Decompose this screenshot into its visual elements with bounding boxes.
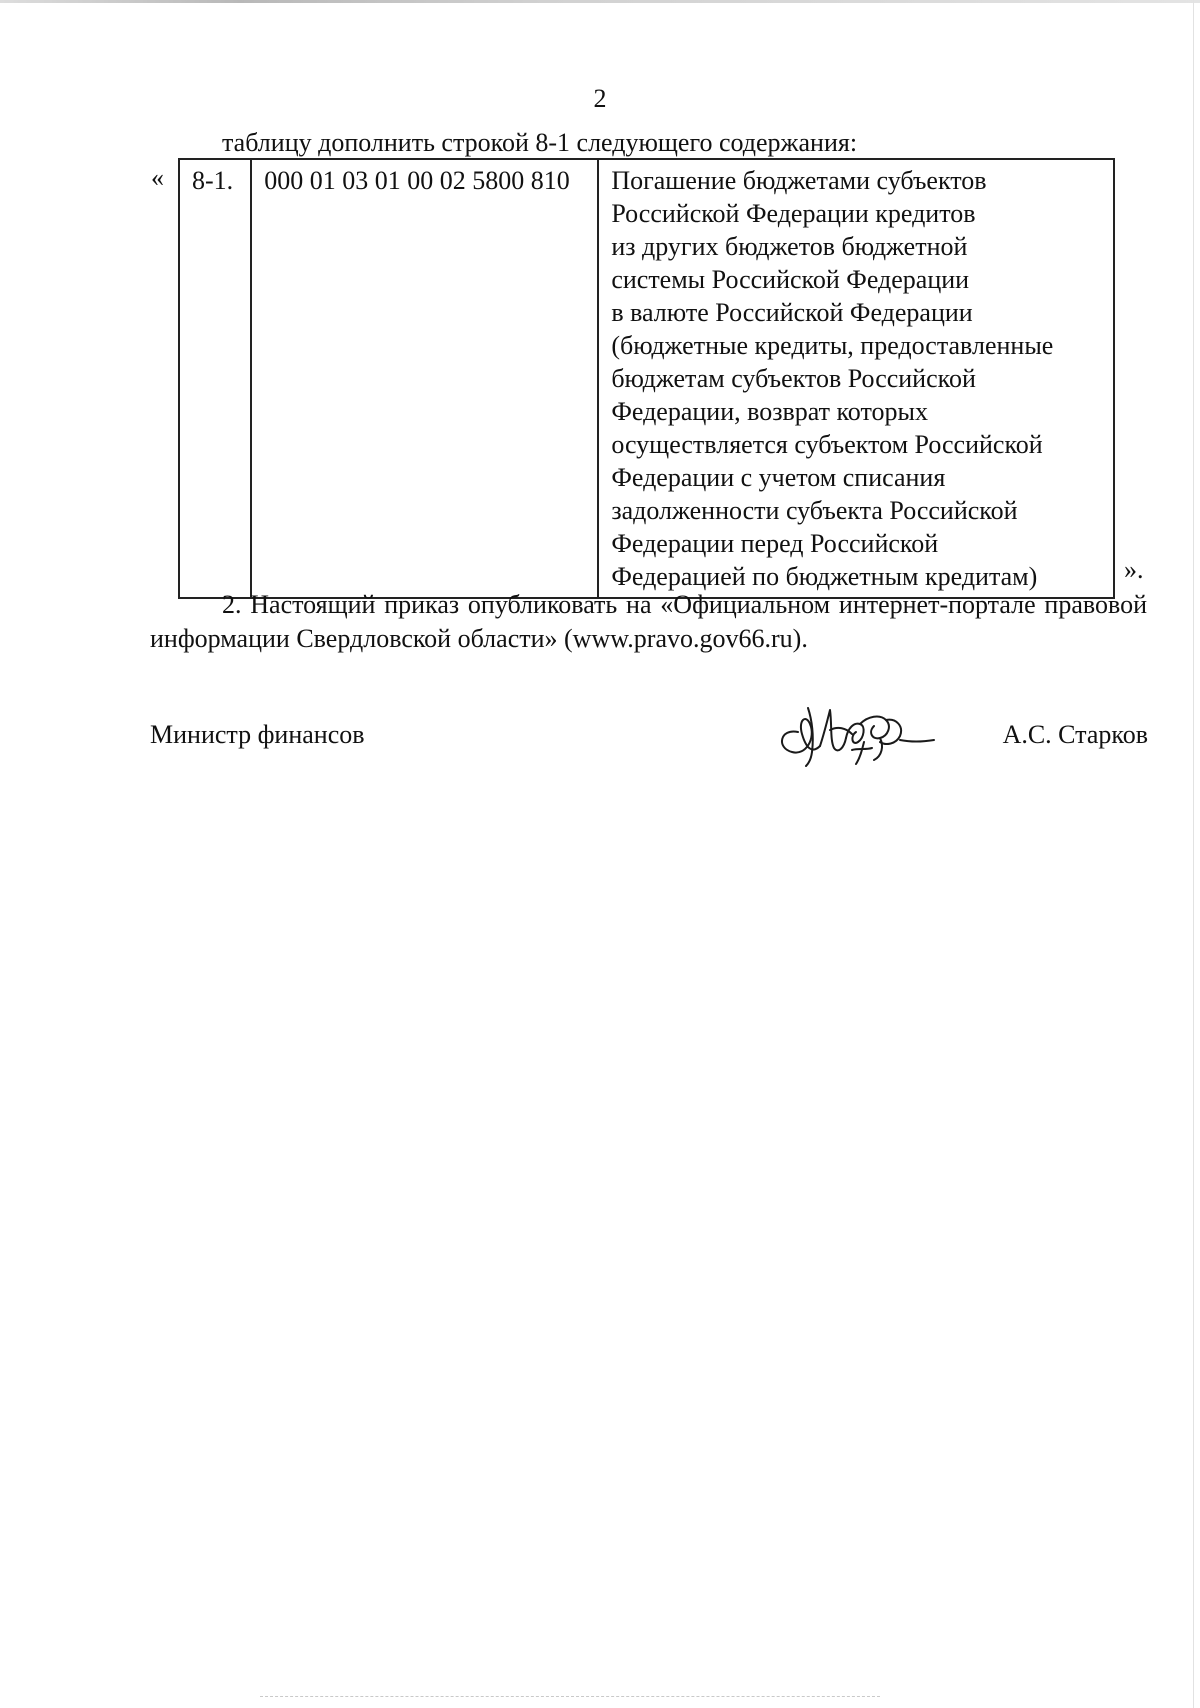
intro-line: таблицу дополнить строкой 8-1 следующего содержания: [222, 128, 858, 157]
close-quote: ». [1124, 555, 1144, 584]
description-line: в валюте Российской Федерации [611, 298, 973, 327]
description-line: бюджетам субъектов Российской [611, 364, 976, 393]
signer-role: Министр финансов [150, 720, 365, 749]
description-line: Федерации перед Российской [611, 529, 939, 558]
description-line: Федерацией по бюджетным кредитам) [611, 562, 1038, 591]
row-code-cell: 000 01 03 01 00 02 5800 810 [251, 159, 598, 598]
description-line: (бюджетные кредиты, предоставленные [611, 331, 1054, 360]
row-description-cell [598, 159, 1114, 598]
description-line: осуществляется субъектом Российской [611, 430, 1043, 459]
description-line: системы Российской Федерации [611, 265, 970, 294]
row-number-cell: 8-1. [179, 159, 251, 598]
scan-edge-bottom [260, 1696, 880, 1698]
description-line: из других бюджетов бюджетной [611, 232, 968, 261]
paragraph-2: 2. Настоящий приказ опубликовать на «Официальном интернет-портале правовой информации Свердловской области» (www.pravo.gov66.ru). [150, 590, 1147, 653]
page-number: 2 [593, 84, 607, 113]
scan-edge-top [0, 0, 1200, 3]
handwritten-signature [768, 690, 938, 770]
description-line: Федерации с учетом списания [611, 463, 946, 492]
table-row [179, 159, 1114, 598]
insert-table [178, 158, 1115, 599]
open-quote: « [151, 163, 164, 192]
description-line: Погашение бюджетами субъектов [611, 166, 987, 195]
signer-name: А.С. Старков [1002, 720, 1148, 749]
description-line: Федерации, возврат которых [611, 397, 928, 426]
description-line: задолженности субъекта Российской [611, 496, 1018, 525]
description-line: Российской Федерации кредитов [611, 199, 976, 228]
scan-edge-right [1193, 0, 1194, 1708]
